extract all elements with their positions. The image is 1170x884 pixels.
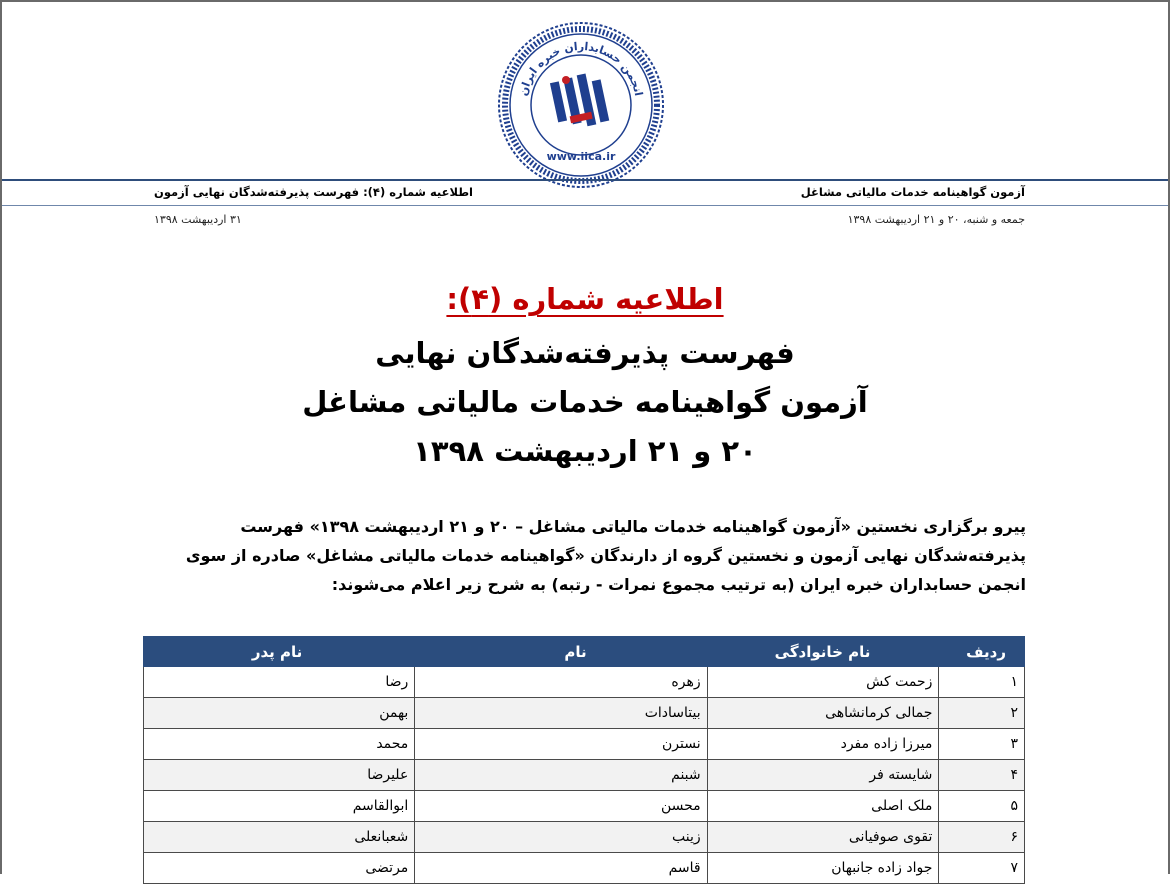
cell-last-name: جمالی کرمانشاهی	[707, 698, 939, 729]
cell-first-name: شبنم	[415, 760, 707, 791]
iica-logo	[496, 20, 666, 190]
cell-father-name: محمد	[144, 729, 415, 760]
accepted-candidates-table	[143, 636, 1025, 884]
cell-row-number: ۶	[939, 822, 1025, 853]
cell-last-name: جواد زاده جانبهان	[707, 853, 939, 884]
cell-last-name: زحمت کش	[707, 667, 939, 698]
cell-first-name: نسترن	[415, 729, 707, 760]
table-row	[144, 760, 1025, 791]
column-header-first-name: نام	[415, 637, 707, 667]
cell-father-name: بهمن	[144, 698, 415, 729]
header-notice-date: ۳۱ اردیبهشت ۱۳۹۸	[154, 213, 242, 226]
document-title-line-3: ۲۰ و ۲۱ اردیبهشت ۱۳۹۸	[413, 434, 757, 468]
table-row	[144, 667, 1025, 698]
table-row	[144, 791, 1025, 822]
cell-father-name: ابوالقاسم	[144, 791, 415, 822]
header-divider-thin	[2, 205, 1168, 206]
cell-last-name: شایسته فر	[707, 760, 939, 791]
page-frame-top	[0, 0, 1170, 2]
column-header-father-name: نام پدر	[144, 637, 415, 667]
cell-row-number: ۵	[939, 791, 1025, 822]
cell-last-name: میرزا زاده مفرد	[707, 729, 939, 760]
cell-row-number: ۱	[939, 667, 1025, 698]
intro-line-2: پذیرفته‌شدگان نهایی آزمون و نخستین گروه از دارندگان «گواهینامه خدمات مالیاتی مشاغل» صادره از سوی	[185, 546, 1026, 565]
cell-first-name: زهره	[415, 667, 707, 698]
cell-last-name: ملک اصلی	[707, 791, 939, 822]
document-title-line-1: فهرست پذیرفته‌شدگان نهایی	[375, 336, 795, 370]
cell-row-number: ۳	[939, 729, 1025, 760]
cell-father-name: رضا	[144, 667, 415, 698]
notice-number-heading	[0, 282, 1170, 316]
cell-first-name: زینب	[415, 822, 707, 853]
cell-row-number: ۴	[939, 760, 1025, 791]
table-row	[144, 853, 1025, 884]
cell-first-name: قاسم	[415, 853, 707, 884]
cell-row-number: ۷	[939, 853, 1025, 884]
cell-first-name: محسن	[415, 791, 707, 822]
cell-first-name: بیتاسادات	[415, 698, 707, 729]
table-row	[144, 698, 1025, 729]
cell-father-name: شعبانعلی	[144, 822, 415, 853]
column-header-last-name: نام خانوادگی	[707, 637, 939, 667]
notice-number-text: اطلاعیه شماره (۴):	[446, 282, 724, 316]
header-notice-title: اطلاعیه شماره (۴): فهرست پذیرفته‌شدگان نهایی آزمون	[154, 185, 473, 199]
intro-line-3: انجمن حسابداران خبره ایران (به ترتیب مجموع نمرات - رتبه) به شرح زیر اعلام می‌شوند:	[331, 575, 1026, 594]
column-header-row-number: ردیف	[939, 637, 1025, 667]
cell-father-name: علیرضا	[144, 760, 415, 791]
intro-line-1: پیرو برگزاری نخستین «آزمون گواهینامه خدمات مالیاتی مشاغل – ۲۰ و ۲۱ اردیبهشت ۱۳۹۸» فهرست	[240, 517, 1026, 536]
header-exam-title: آزمون گواهینامه خدمات مالیاتی مشاغل	[800, 185, 1025, 199]
table-row	[144, 822, 1025, 853]
cell-last-name: تقوی صوفیانی	[707, 822, 939, 853]
logo-ring-text: انجمن حسابداران خبره ایران	[516, 39, 646, 98]
intro-paragraph	[142, 512, 1026, 599]
table-header-row	[144, 637, 1025, 667]
logo-url: www.iica.ir	[546, 150, 616, 163]
cell-father-name: مرتضی	[144, 853, 415, 884]
header-divider	[2, 179, 1168, 181]
table-row	[144, 729, 1025, 760]
cell-row-number: ۲	[939, 698, 1025, 729]
header-exam-date: جمعه و شنبه، ۲۰ و ۲۱ اردیبهشت ۱۳۹۸	[847, 213, 1025, 226]
document-title-line-2: آزمون گواهینامه خدمات مالیاتی مشاغل	[302, 385, 868, 419]
